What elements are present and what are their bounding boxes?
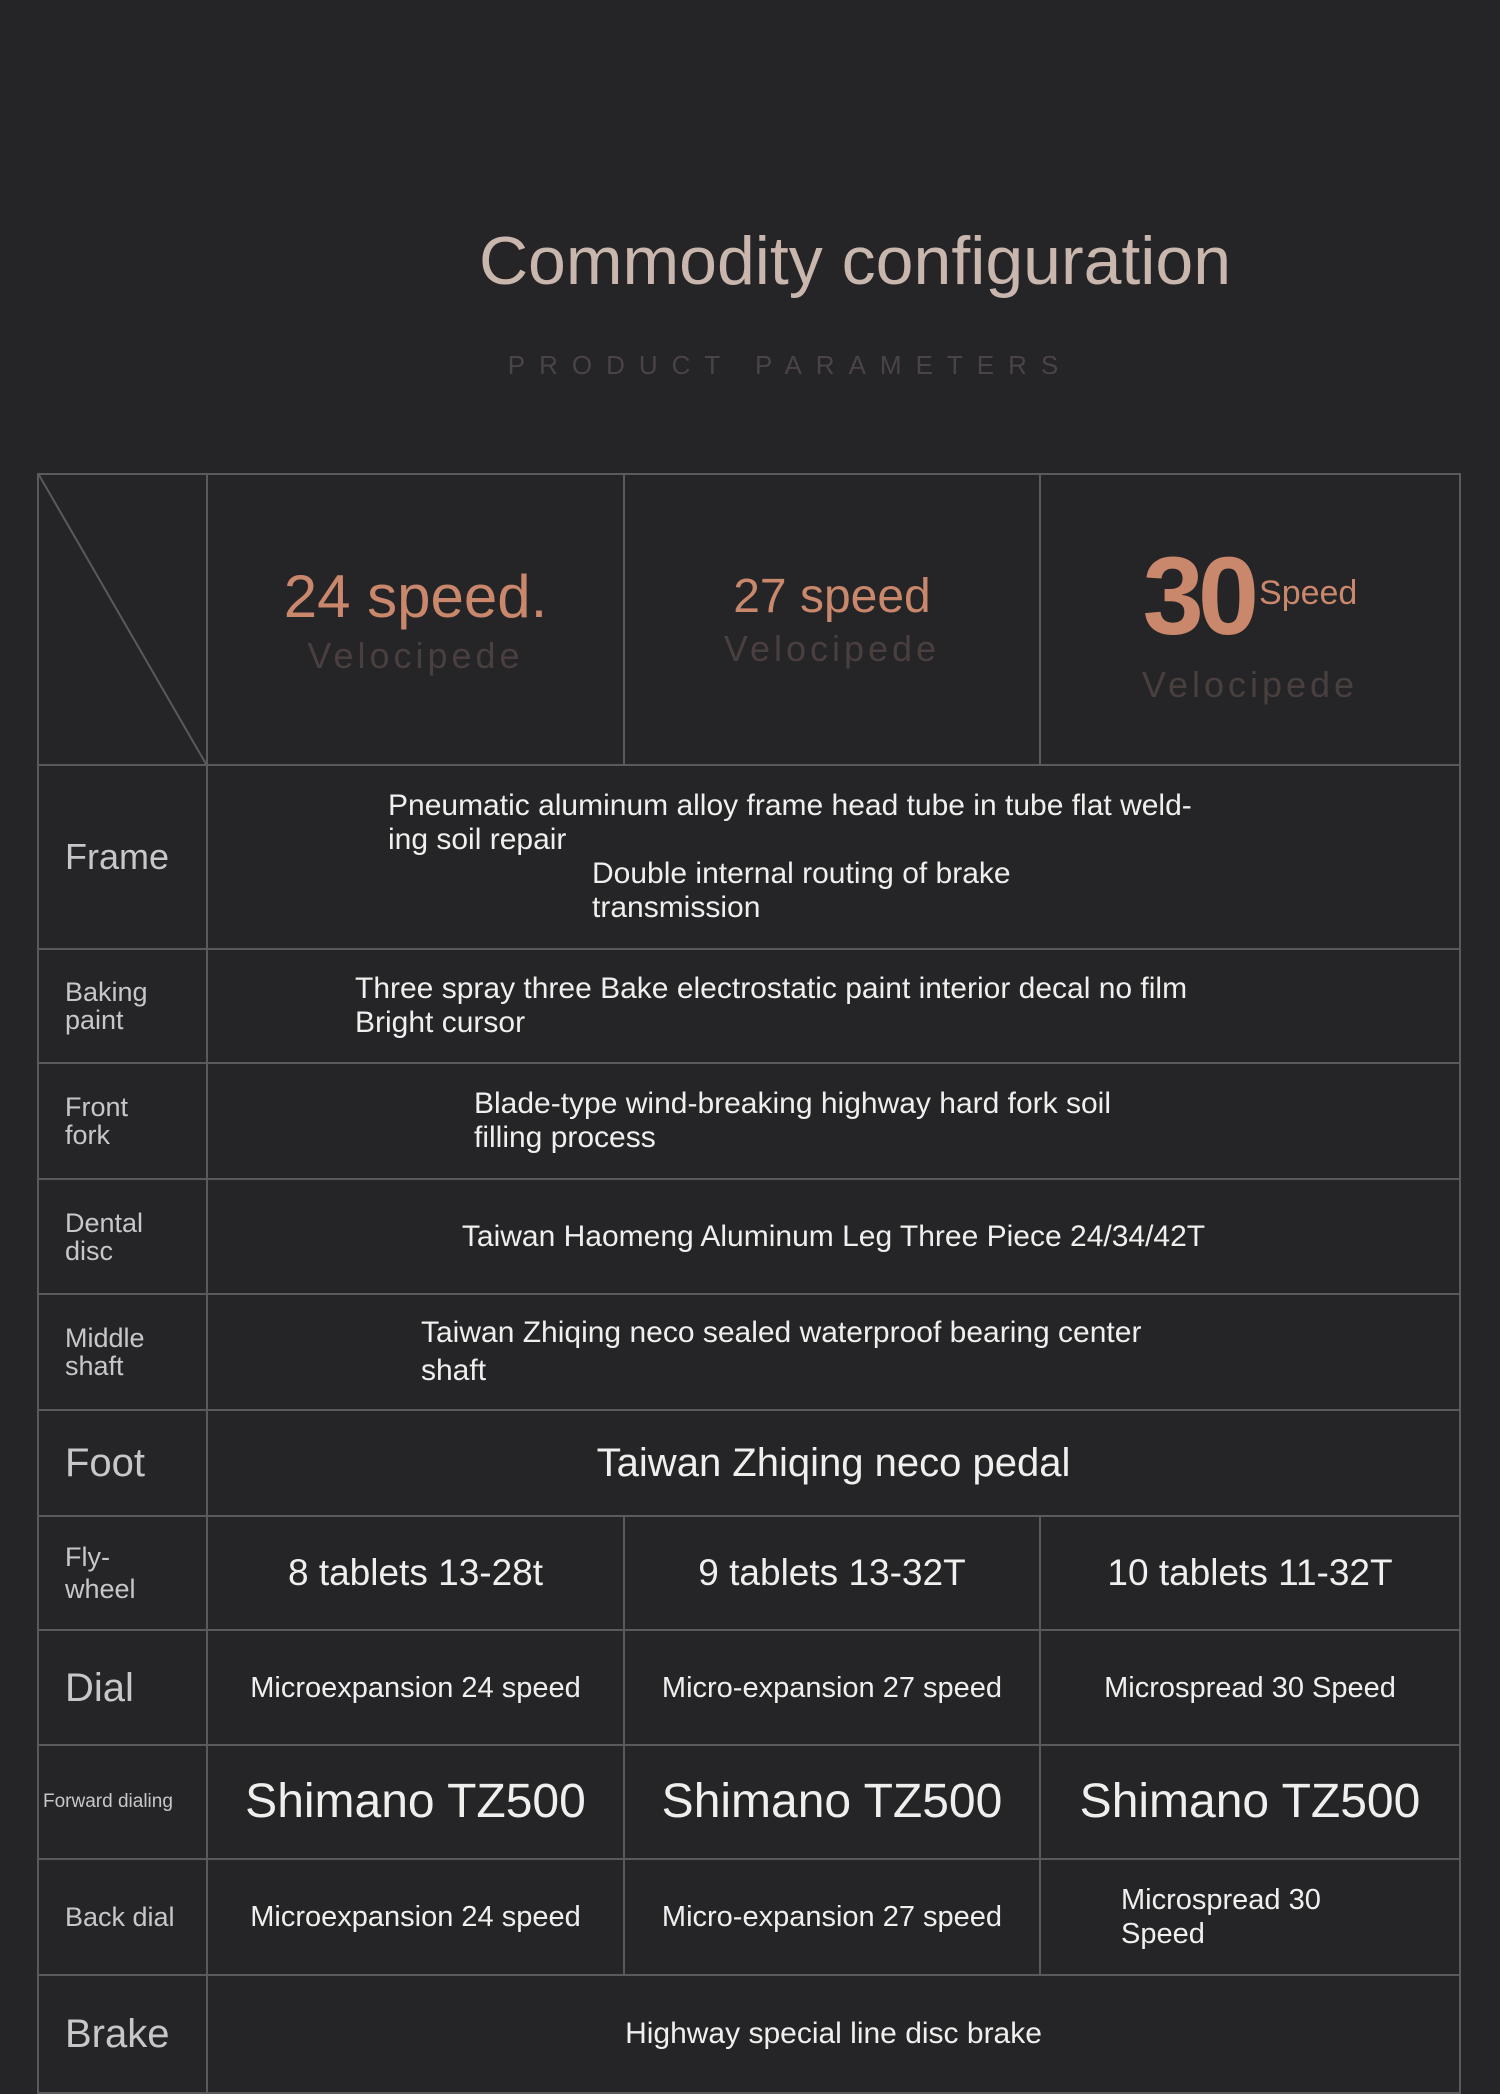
label-flywheel <box>38 1516 207 1630</box>
page-subtitle: PRODUCT PARAMETERS <box>507 350 1073 380</box>
diagonal-line <box>39 475 206 764</box>
model-24-header <box>207 474 624 765</box>
back-30 <box>1040 1859 1460 1975</box>
label-frame: Frame <box>38 765 207 949</box>
value-frame <box>207 765 1460 949</box>
paint-label2: paint <box>65 1005 124 1035</box>
frame-line2: ing soil repair <box>388 823 567 856</box>
shaft-line1: Taiwan Zhiqing neco sealed waterproof bearing center <box>421 1316 1142 1349</box>
label-foot: Foot <box>38 1410 207 1516</box>
value-shaft <box>207 1294 1460 1410</box>
row-fork <box>38 1063 1460 1179</box>
fork-label1: Front <box>65 1092 129 1122</box>
shaft-label2: shaft <box>65 1351 124 1381</box>
forward-27: Shimano TZ500 <box>624 1745 1040 1859</box>
frame-line4: transmission <box>592 891 761 924</box>
flywheel-30: 10 tablets 11-32T <box>1040 1516 1460 1630</box>
row-dial <box>38 1630 1460 1745</box>
row-back <box>38 1859 1460 1975</box>
model-30-speed: Speed <box>1259 574 1358 612</box>
forward-24: Shimano TZ500 <box>207 1745 624 1859</box>
model-30-sub: Velocipede <box>1141 664 1359 705</box>
row-forward <box>38 1745 1460 1859</box>
label-fork <box>38 1063 207 1179</box>
row-frame <box>38 765 1460 949</box>
model-30-header <box>1040 474 1460 765</box>
fork-line2: filling process <box>474 1121 656 1154</box>
shaft-label1: Middle <box>65 1323 145 1353</box>
label-back: Back dial <box>38 1859 207 1975</box>
value-fork <box>207 1063 1460 1179</box>
label-forward: Forward dialing <box>38 1745 207 1859</box>
spec-table <box>37 473 1461 2094</box>
label-paint <box>38 949 207 1063</box>
value-paint <box>207 949 1460 1063</box>
forward-30: Shimano TZ500 <box>1040 1745 1460 1859</box>
disc-label2: disc <box>65 1235 114 1266</box>
row-shaft <box>38 1294 1460 1410</box>
fork-label2: fork <box>65 1120 111 1150</box>
model-24-sub: Velocipede <box>307 635 524 676</box>
header-row <box>38 474 1460 765</box>
frame-line3: Double internal routing of brake <box>592 857 1011 890</box>
frame-line1: Pneumatic aluminum alloy frame head tube in tube flat weld- <box>388 789 1192 822</box>
value-disc: Taiwan Haomeng Aluminum Leg Three Piece 24/34/42T <box>207 1179 1460 1294</box>
label-brake: Brake <box>38 1975 207 2093</box>
value-foot: Taiwan Zhiqing neco pedal <box>207 1410 1460 1516</box>
model-24-title: 24 speed. <box>283 563 548 630</box>
back-30-line2: Speed <box>1121 1918 1205 1950</box>
value-brake: Highway special line disc brake <box>207 1975 1460 2093</box>
shaft-line2: shaft <box>421 1354 487 1387</box>
flywheel-label1: Fly- <box>65 1542 110 1572</box>
model-27-sub: Velocipede <box>723 628 941 669</box>
row-brake <box>38 1975 1460 2093</box>
dial-30: Microspread 30 Speed <box>1040 1630 1460 1745</box>
model-27-title: 27 speed <box>733 570 931 623</box>
paint-line2: Bright cursor <box>355 1006 526 1039</box>
label-dial: Dial <box>38 1630 207 1745</box>
corner-cell <box>38 474 207 765</box>
flywheel-27: 9 tablets 13-32T <box>624 1516 1040 1630</box>
model-27-header <box>624 474 1040 765</box>
dial-24: Microexpansion 24 speed <box>207 1630 624 1745</box>
label-shaft <box>38 1294 207 1410</box>
flywheel-24: 8 tablets 13-28t <box>207 1516 624 1630</box>
back-27: Micro-expansion 27 speed <box>624 1859 1040 1975</box>
back-24: Microexpansion 24 speed <box>207 1859 624 1975</box>
paint-line1: Three spray three Bake electrostatic paint interior decal no film <box>355 972 1188 1005</box>
label-disc <box>38 1179 207 1294</box>
flywheel-label2: wheel <box>65 1574 136 1604</box>
fork-line1: Blade-type wind-breaking highway hard fork soil <box>474 1087 1112 1120</box>
page-title: Commodity configuration <box>478 223 1232 299</box>
row-foot <box>38 1410 1460 1516</box>
back-30-line1: Microspread 30 <box>1121 1884 1321 1916</box>
dial-27: Micro-expansion 27 speed <box>624 1630 1040 1745</box>
model-30-number: 30 <box>1142 535 1254 658</box>
row-paint <box>38 949 1460 1063</box>
paint-label1: Baking <box>65 977 148 1007</box>
row-flywheel <box>38 1516 1460 1630</box>
row-disc <box>38 1179 1460 1294</box>
disc-label1: Dental <box>65 1207 144 1238</box>
